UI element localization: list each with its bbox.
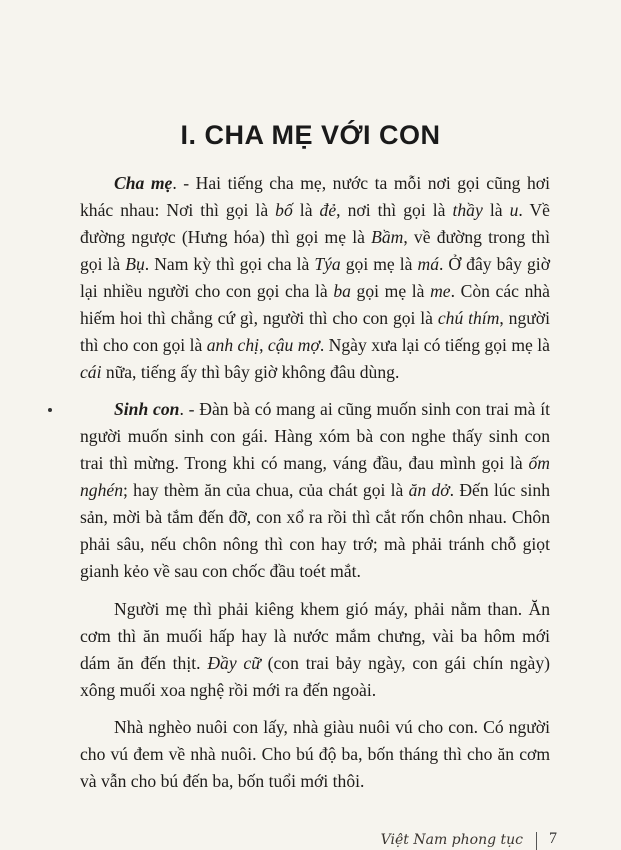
text-run: . Ở đây bây giờ lại nhiều người cho con gọi cha là — [80, 254, 550, 301]
text-run: là — [482, 200, 510, 220]
italic-term: Bụ — [125, 254, 145, 274]
italic-term: me — [430, 281, 451, 301]
text-run: . - Đàn bà có mang ai cũng muốn sinh con trai mà ít người muốn sinh con gái. Hàng xóm bà con nghe thấy sinh con trai thì mừng. Trong khi có mang, váng đầu, đau mình gọi là — [80, 399, 550, 473]
italic-term: Đầy cữ — [207, 653, 261, 673]
italic-term: u — [509, 200, 519, 220]
italic-term: má — [417, 254, 439, 274]
text-run: gọi mẹ là — [340, 254, 418, 274]
paragraph-cha-me — [80, 170, 550, 386]
italic-term: Bầm — [371, 227, 404, 247]
page-number: 7 — [549, 830, 557, 847]
italic-term: đẻ — [319, 200, 337, 220]
section-heading: Sinh con — [114, 399, 180, 419]
chapter-title: I. CHA MẸ VỚI CON — [180, 120, 441, 150]
text-run: , người thì cho con gọi là — [80, 308, 550, 355]
text-run: , nơi thì gọi là — [336, 200, 453, 220]
text-run: . Nam kỳ thì gọi cha là — [144, 254, 315, 274]
italic-term: ba — [333, 281, 351, 301]
text-run: gọi mẹ là — [350, 281, 431, 301]
text-run: ; hay thèm ăn của chua, của chát gọi là — [123, 480, 409, 500]
italic-term: chú thím — [437, 308, 500, 328]
italic-term: cái — [80, 362, 102, 382]
italic-term: Týa — [314, 254, 341, 274]
text-run: . Còn các nhà hiếm hoi thì chẳng cứ gì, người thì cho con gọi là — [80, 281, 550, 328]
margin-dot — [48, 408, 52, 412]
paragraph-nguoi-me — [80, 596, 550, 704]
text-run: . Ngày xưa lại có tiếng gọi mẹ là — [319, 335, 550, 355]
text-run: , về đường trong thì gọi là — [80, 227, 550, 274]
body-text — [80, 170, 550, 804]
footer-divider — [536, 832, 537, 850]
italic-term: bố — [275, 200, 293, 220]
text-run: Nhà nghèo nuôi con lấy, nhà giàu nuôi vú cho con. Có người cho vú đem về nhà nuôi. Cho bú độ ba, bốn tháng thì cho ăn cơm và vẫn cho bú đến ba, bốn tuổi mới thôi. — [80, 717, 550, 791]
paragraph-sinh-con — [80, 396, 550, 585]
section-heading: Cha mẹ — [114, 173, 173, 193]
italic-term: thầy — [452, 200, 483, 220]
running-title: Việt Nam phong tục — [380, 832, 523, 848]
italic-term: ốm nghén — [80, 453, 550, 500]
text-run: . - Hai tiếng cha mẹ, nước ta mỗi nơi gọi cũng hơi khác nhau: Nơi thì gọi là — [80, 173, 550, 220]
text-run: là — [292, 200, 320, 220]
italic-term: anh chị — [206, 335, 260, 355]
paragraph-nuoi-con — [80, 714, 550, 795]
text-run: , — [259, 335, 268, 355]
italic-term: ăn dở — [408, 480, 450, 500]
text-run: . Về đường ngược (Hưng hóa) thì gọi mẹ là — [80, 200, 550, 247]
text-run: (con trai bảy ngày, con gái chín ngày) xông muối xoa nghệ rồi mới ra đến ngoài. — [80, 653, 550, 700]
text-run: nữa, tiếng ấy thì bây giờ không đâu dùng. — [101, 362, 400, 382]
page-footer — [0, 816, 621, 850]
text-run: . Đến lúc sinh sản, mời bà tắm đến đỡ, con xổ ra rồi thì cắt rốn chôn nhau. Chôn phải sâu, nếu chôn nông thì con hay trớ; mà phải tránh chỗ giọt gianh kẻo về sau con chốc đầu toét mắt. — [80, 480, 550, 581]
text-run: Người mẹ thì phải kiêng khem gió máy, phải nằm than. Ăn cơm thì ăn muối hấp hay là nước mắm chưng, vài ba hôm mới dám ăn đến thịt. — [80, 599, 550, 673]
italic-term: cậu mợ — [267, 335, 320, 355]
